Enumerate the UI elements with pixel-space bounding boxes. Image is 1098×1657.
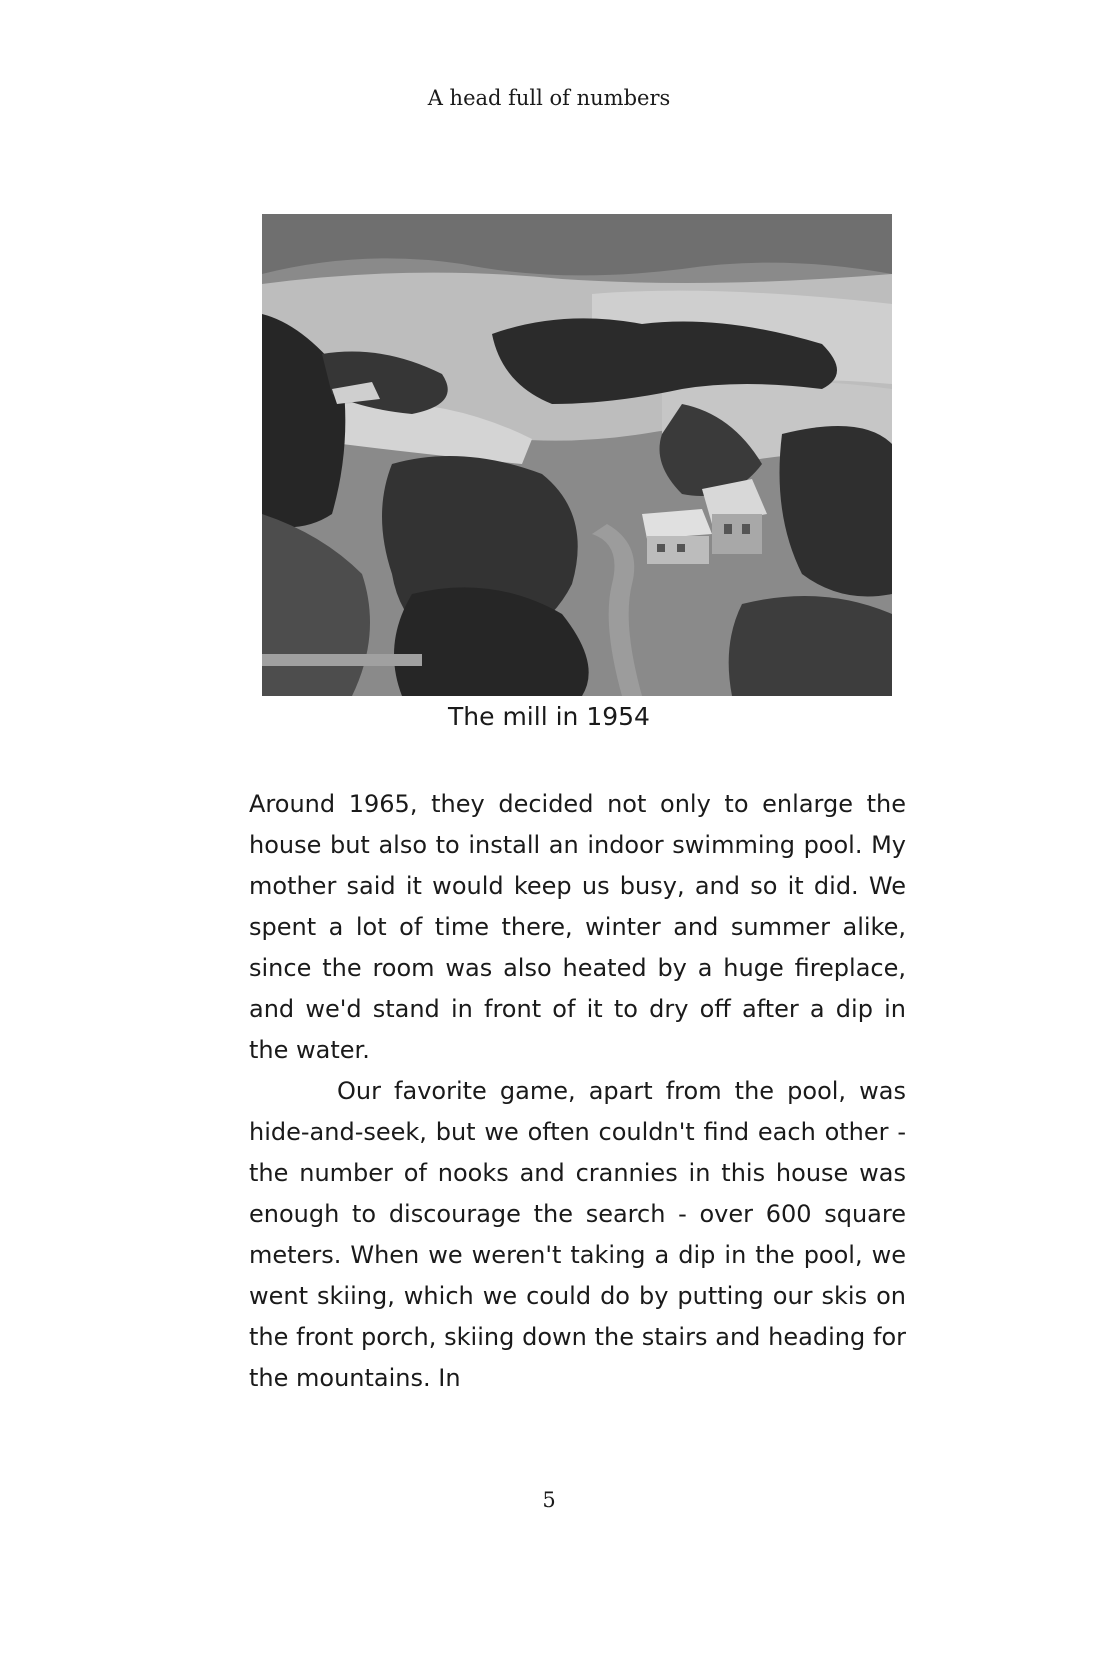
paragraph: Around 1965, they decided not only to enlarge the house but also to install an indoor swimming pool. My mother said it would keep us busy, and so it did. We spent a lot of time there, winter and summer alike, since the room was also heated by a huge fireplace, and we'd stand in front of it to dry off after a dip in the water.	[249, 790, 906, 1064]
mill-photo	[262, 214, 892, 696]
body-text	[249, 784, 906, 1399]
figure-caption: The mill in 1954	[448, 702, 650, 731]
paragraph: Our favorite game, apart from the pool, was hide-and-seek, but we often couldn't find each other - the number of nooks and crannies in this house was enough to discourage the search - over 600 square meters. When we weren't taking a dip in the pool, we went skiing, which we could do by putting our skis on the front porch, skiing down the stairs and heading for the mountains. In	[249, 1077, 906, 1392]
running-header: A head full of numbers	[427, 86, 671, 110]
page-number: 5	[542, 1488, 556, 1512]
